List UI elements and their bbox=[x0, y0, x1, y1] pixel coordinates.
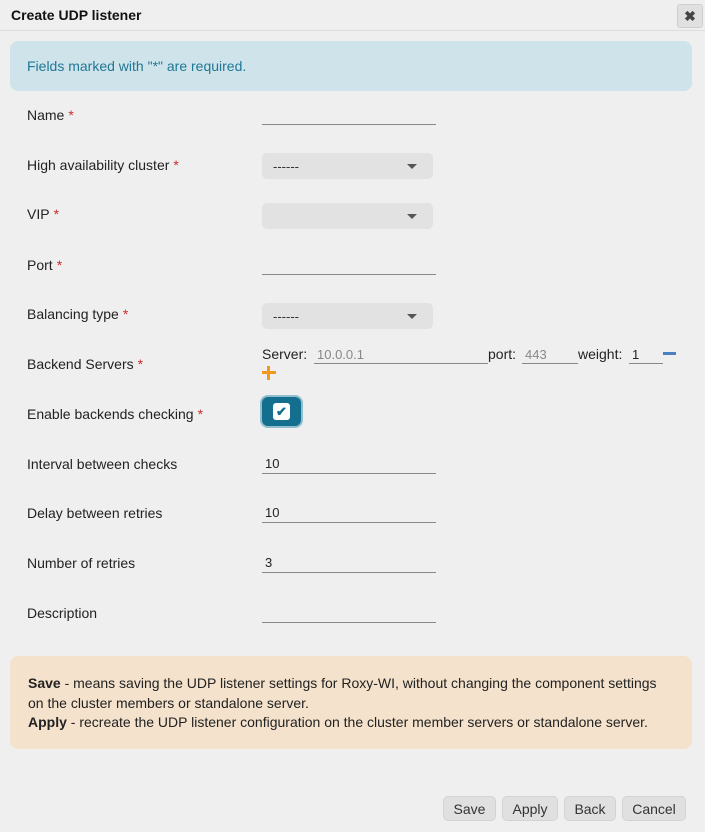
note-apply-text: - recreate the UDP listener configuration on the cluster member servers or standalone server. bbox=[66, 714, 648, 730]
cancel-button[interactable]: Cancel bbox=[622, 796, 686, 821]
description-label: Description bbox=[27, 605, 98, 621]
enable-checking-label-text: Enable backends checking bbox=[27, 406, 194, 422]
port-input[interactable] bbox=[262, 255, 436, 275]
balancing-select[interactable] bbox=[262, 303, 433, 329]
save-apply-note bbox=[10, 656, 692, 749]
server-label: Server: bbox=[262, 346, 308, 362]
description-input[interactable] bbox=[262, 603, 436, 623]
apply-button[interactable]: Apply bbox=[502, 796, 558, 821]
required-marker: * bbox=[137, 356, 144, 372]
backend-port-input[interactable] bbox=[522, 346, 578, 364]
cluster-label bbox=[27, 157, 179, 173]
weight-input[interactable] bbox=[629, 346, 663, 364]
close-icon: ✖ bbox=[684, 7, 696, 24]
cluster-selected-value: ------ bbox=[273, 158, 299, 174]
plus-icon[interactable] bbox=[262, 366, 276, 380]
delay-label: Delay between retries bbox=[27, 505, 163, 521]
backend-servers-label-text: Backend Servers bbox=[27, 356, 134, 372]
name-label bbox=[27, 107, 74, 123]
backend-port-label: port: bbox=[488, 346, 517, 362]
note-save-text: - means saving the UDP listener settings for Roxy-WI, without changing the component settings on the cluster members or standalone server. bbox=[28, 675, 657, 711]
balancing-selected-value: ------ bbox=[273, 308, 299, 324]
enable-checking-label bbox=[27, 406, 203, 422]
required-info-text: Fields marked with "*" are required. bbox=[27, 58, 247, 74]
close-button[interactable] bbox=[677, 4, 703, 28]
backend-servers-label bbox=[27, 356, 143, 372]
weight-label: weight: bbox=[578, 346, 623, 362]
chevron-down-icon bbox=[407, 314, 417, 319]
required-info-banner bbox=[10, 41, 692, 91]
enable-checking-checkbox[interactable] bbox=[262, 397, 301, 426]
required-marker: * bbox=[122, 306, 129, 322]
name-label-text: Name bbox=[27, 107, 65, 123]
save-button[interactable]: Save bbox=[443, 796, 496, 821]
required-marker: * bbox=[53, 206, 60, 222]
balancing-label bbox=[27, 306, 128, 322]
cluster-label-text: High availability cluster bbox=[27, 157, 170, 173]
server-input[interactable] bbox=[314, 346, 488, 364]
retries-label: Number of retries bbox=[27, 555, 136, 571]
interval-input[interactable] bbox=[262, 454, 436, 474]
note-apply-term: Apply bbox=[28, 714, 67, 730]
name-input[interactable] bbox=[262, 105, 436, 125]
vip-label bbox=[27, 206, 59, 222]
vip-label-text: VIP bbox=[27, 206, 50, 222]
retries-input[interactable] bbox=[262, 553, 436, 573]
interval-label: Interval between checks bbox=[27, 456, 178, 472]
dialog-titlebar bbox=[0, 0, 705, 31]
checkmark-icon: ✔ bbox=[273, 403, 290, 420]
balancing-label-text: Balancing type bbox=[27, 306, 119, 322]
required-marker: * bbox=[56, 257, 63, 273]
delay-input[interactable] bbox=[262, 503, 436, 523]
minus-icon[interactable] bbox=[663, 352, 676, 355]
note-save-term: Save bbox=[28, 675, 61, 691]
vip-select[interactable] bbox=[262, 203, 433, 229]
required-marker: * bbox=[173, 157, 179, 173]
port-label bbox=[27, 257, 62, 273]
port-label-text: Port bbox=[27, 257, 53, 273]
cluster-select[interactable] bbox=[262, 153, 433, 179]
dialog-title: Create UDP listener bbox=[11, 7, 142, 23]
required-marker: * bbox=[197, 406, 204, 422]
chevron-down-icon bbox=[407, 164, 417, 169]
chevron-down-icon bbox=[407, 214, 417, 219]
back-button[interactable]: Back bbox=[564, 796, 616, 821]
required-marker: * bbox=[68, 107, 74, 123]
